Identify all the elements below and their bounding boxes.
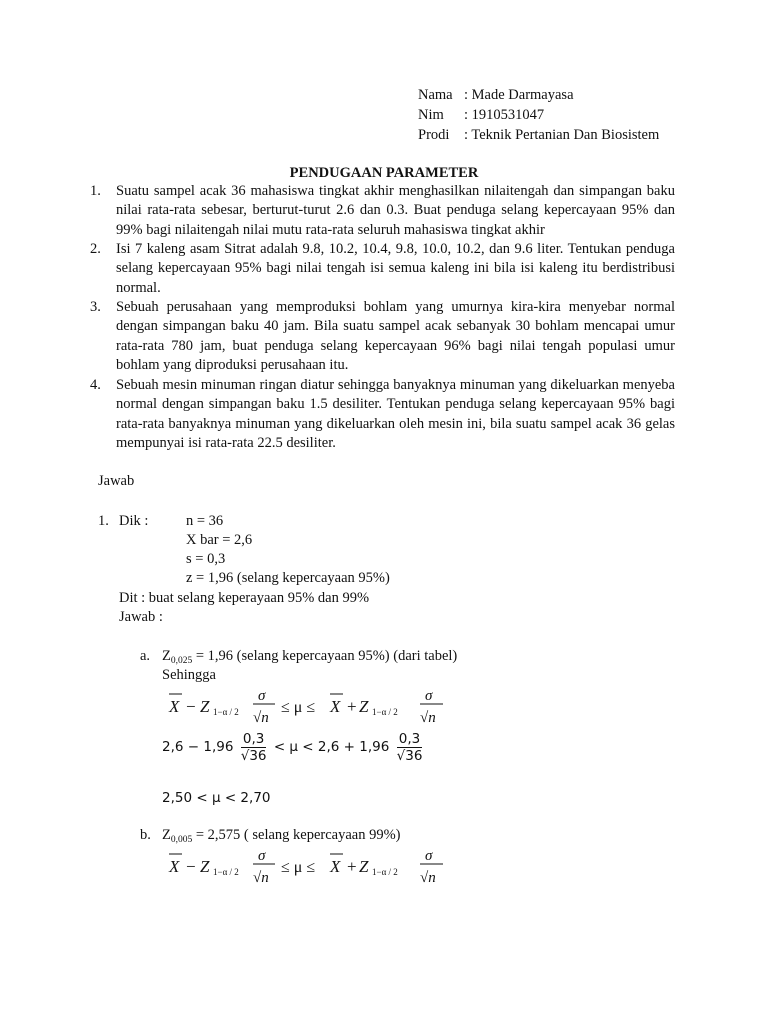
dit-line: Dit : buat selang keperayaan 95% dan 99% [119,590,370,606]
calculation-line [162,730,425,764]
minus-sign: − [186,857,196,876]
question-text: Isi 7 kaleng asam Sitrat adalah 9.8, 10.2, 10.4, 9.8, 10.0, 10.2, dan 9.6 liter. Tentukan penduga selang kepercayaan 95% bagi nilai tengah isi semua kaleng ini bila isi kaleng itu berdistribusi normal. [116,241,675,296]
question-3 [90,298,675,375]
confidence-interval-formula-b [162,846,462,890]
question-text: Sebuah perusahaan yang memproduksi bohlam yang umurnya kira-kira menyebar normal dengan simpangan baku 40 jam. Bila suatu sampel acak sebanyak 30 bohlam mencapai umur rata-rata 780 jam, buat penduga selang kepercayaan 96% bagi nilai tengah populasi umur bohlam yang diproduksi perusahaan itu. [116,299,675,373]
xbar-symbol: X [330,857,341,876]
z-subscript: 0,005 [170,835,193,845]
xbar-symbol: X [169,697,180,716]
z-subscript: 1−α / 2 [213,707,239,717]
question-2 [90,240,675,298]
dik-label: Dik : [119,513,149,529]
header-name-row [418,87,574,104]
z-subscript: 1−α / 2 [372,707,398,717]
sigma-symbol: σ [425,688,433,704]
z-description: = 1,96 (selang kepercayaan 95%) (dari tabel) [192,648,458,664]
calc-mid: < μ < 2,6 + 1,96 [273,739,390,755]
name-label: Nama [418,87,453,103]
z-symbol: Z [200,697,210,716]
z-letter: Z [162,648,171,664]
xbar-symbol: X [169,857,180,876]
fraction [397,731,423,764]
part-b-label: b. [140,827,151,843]
dik-line: z = 1,96 (selang kepercayaan 95%) [186,570,390,586]
plus-sign: + [347,857,357,876]
sqrt-n: √n [420,870,436,886]
plus-sign: + [347,697,357,716]
minus-sign: − [186,697,196,716]
mu-inequality: ≤ μ ≤ [281,859,316,876]
dik-line: s = 0,3 [186,551,226,567]
part-a-label: a. [140,648,151,664]
header-nim-row [418,107,544,124]
jawab-line: Jawab : [119,609,163,625]
z-subscript: 1−α / 2 [372,867,398,877]
confidence-interval-formula-a [162,686,462,730]
fraction-numerator: 0,3 [398,730,421,747]
sqrt-n: √n [420,710,436,726]
question-number: 2. [90,241,101,257]
question-text: Suatu sampel acak 36 mahasiswa tingkat akhir menghasilkan nilaitengah dan simpangan baku nilai rata-rata sebesar, berturut-turut 2.6 dan 0.3. Buat penduga selang kepercayaan 95% dan 99% bagi nilaitengah nilai mutu rata-rata seluruh mahasiswa tingkat akhir [116,183,675,238]
question-4 [90,376,675,453]
prodi-label: Prodi [418,127,450,143]
z-symbol: Z [359,857,369,876]
z-subscript: 1−α / 2 [213,867,239,877]
z-symbol: Z [200,857,210,876]
fraction-denominator: √36 [240,747,267,764]
sigma-symbol: σ [258,688,266,704]
fraction [241,731,267,764]
calc-left: 2,6 − 1,96 [162,739,234,755]
answer-heading: Jawab [98,473,135,489]
fraction-numerator: 0,3 [242,730,265,747]
name-value: : Made Darmayasa [464,87,574,103]
nim-value: : 1910531047 [464,107,545,123]
dik-line: X bar = 2,6 [186,532,253,548]
sigma-symbol: σ [258,848,266,864]
prodi-value: : Teknik Pertanian Dan Biosistem [464,127,660,143]
sigma-symbol: σ [425,848,433,864]
question-number: 1. [90,183,101,199]
nim-label: Nim [418,107,444,123]
xbar-symbol: X [330,697,341,716]
header-prodi-row [418,127,659,144]
dik-line: n = 36 [186,513,224,529]
question-number: 3. [90,299,101,315]
result-line: 2,50 < μ < 2,70 [162,790,271,806]
z-symbol: Z [359,697,369,716]
question-text: Sebuah mesin minuman ringan diatur sehingga banyaknya minuman yang dikeluarkan menyeba normal dengan simpangan baku 1.5 desiliter. Tentukan penduga selang kepercayaan 95% bagi rata-rata banyaknya minuman yang dikeluarkan oleh mesin ini, bila suatu sampel acak 36 gelas mempunyai isi rata-rata 22.5 desiliter. [116,377,675,451]
sqrt-n: √n [253,870,269,886]
question-number: 4. [90,377,101,393]
sehingga-text: Sehingga [162,667,216,683]
question-1 [90,182,675,240]
mu-inequality: ≤ μ ≤ [281,699,316,716]
page-title: PENDUGAAN PARAMETER [289,165,479,181]
answer-item-number: 1. [98,513,109,529]
fraction-denominator: √36 [396,747,423,764]
z-subscript: 0,025 [170,656,193,666]
sqrt-n: √n [253,710,269,726]
z-letter: Z [162,827,171,843]
z-description: = 2,575 ( selang kepercayaan 99%) [192,827,401,843]
